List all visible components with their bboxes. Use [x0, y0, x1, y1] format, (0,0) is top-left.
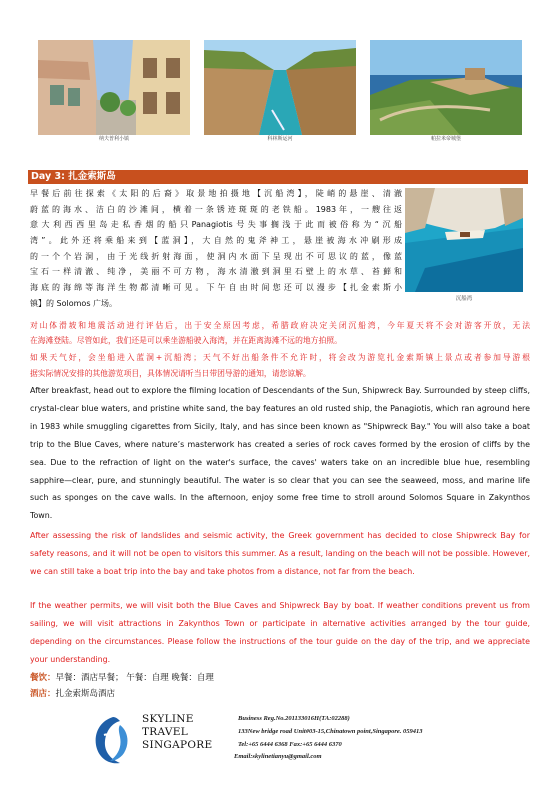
- brand-line-3: SINGAPORE: [142, 739, 213, 751]
- skyline-logo-icon: [90, 715, 136, 767]
- hotel-label: 酒店：: [30, 689, 56, 699]
- photo-palamidi-castle: [370, 40, 522, 135]
- business-reg: Business Reg.No.201133016H(TA:02288): [238, 715, 350, 722]
- company-address: 133New bridge road Unit#03-15,Chinatown point,Singapore. 059413: [238, 728, 423, 735]
- hotel-text: 扎金索斯岛酒店: [55, 689, 116, 699]
- cn-red-notice-1a: 对山体滑坡和地震活动进行评估后，出于安全原因考虑，希腊政府决定关闭沉船湾，今年夏天将不会对游客开放，无法: [30, 321, 530, 330]
- cn-line-4: 湾”。此外还将乘船来到【蓝洞】，大自然的鬼斧神工，悬崖被海水冲刷形成: [30, 236, 402, 245]
- meals-row: [30, 670, 214, 686]
- shipwreck-caption: 沉船湾: [455, 296, 473, 302]
- en-red-notice-2: If the weather permits, we will visit both the Blue Caves and Shipwreck Bay by boat. If weather conditions prevent us from sailing, we will visit attractions in Zakynthos Town or participate in alternative activities arranged by the tour guide, depending on the circumstances. Please follow the instructions of the tour guide on the day of the trip, and we appreciate your understanding.: [30, 601, 530, 664]
- en-description: After breakfast, head out to explore the filming location of Descendants of the Sun, Shipwreck Bay. Surrounded by steep cliffs, crystal-clear blue waters, and pristine white sand, the bay features an old rusted ship, the Panagiotis, which ran aground here in 1983 while smuggling cigarettes from Sicily, Italy, and has since been known as "Shipwreck Bay." You will also take a boat trip to the Blue Caves, where nature’s masterwork has created a series of rock caves formed by the erosion of cliffs by the sea. Due to the refraction of light on the water's surface, the caves' waters take on an incredible blue hue, resembling sapphire—clear, pure, and stunningly beautiful. The water is so clear that you can see the seaweed, moss, and marine life such as sponges on the cave walls. In the afternoon, enjoy some free time to stroll around Solomos Square in Zakynthos Town.: [30, 386, 530, 521]
- hotel-row: [30, 686, 115, 702]
- cn-line-2: 蔚蓝的海水、洁白的沙滩间，横着一条锈迹斑斑的老铁船。1983年，一艘往返: [30, 205, 402, 214]
- photo-caption-1: 纳夫普利小镇: [98, 136, 129, 142]
- cn-line-5: 的一个个岩洞，由于光线折射海面，使洞内水面下呈现出不可思议的蓝，像蓝: [30, 252, 402, 261]
- day-header: Day 3: 扎金索斯岛: [28, 170, 528, 184]
- cn-line-7: 海底的海绵等海洋生物都清晰可见。下午自由时间您还可以漫步【扎金索斯小: [30, 283, 402, 292]
- cn-red-notice-2a: 如果天气好，会坐船进入蓝洞+沉船湾；天气不好出船条件不允许时，将会改为游览扎金索斯镇上景点或者参加导游根: [30, 353, 530, 362]
- brand-name: [142, 713, 212, 752]
- company-tel-fax: Tel:+65 6444 6368 Fax:+65 6444 6370: [238, 741, 342, 748]
- photo-caption-3: 帕拉米帝城堡: [430, 136, 461, 142]
- cn-line-8: 镇】的 Solomos 广场。: [30, 299, 118, 308]
- photo-shipwreck-bay: [405, 188, 523, 292]
- cn-red-notice-1b: 在海滩登陆。尽管如此，我们还是可以乘坐游船驶入海湾，并在距离海滩不远的地方拍照。: [30, 336, 342, 345]
- cn-red-notice-2b: 据实际情况安排的其他游览项目，具体情况请听当日带团导游的通知，请您谅解。: [30, 369, 311, 378]
- meals-text: 早餐：酒店早餐； 午餐：自理 晚餐：自理: [55, 673, 214, 683]
- cn-line-6: 宝石一样清澈、纯净，美丽不可方物，海水清澈到洞里石壁上的水草、苔藓和: [30, 267, 402, 276]
- photo-corinth-canal: [204, 40, 356, 135]
- photo-caption-2: 科林斯运河: [267, 136, 293, 142]
- brand-line-2: TRAVEL: [142, 726, 188, 738]
- meals-label: 餐饮：: [30, 673, 56, 683]
- en-red-notice-1: After assessing the risk of landslides and seismic activity, the Greek government has decided to close Shipwreck Bay for safety reasons, and it will not be open to visitors this summer. As a result, landing on the beach will not be possible. However, we can still take a boat trip into the bay and take photos from a distance, not far from the beach.: [30, 531, 530, 576]
- cn-line-3: 意大利西西里岛走私香烟的船只Panagiotis号失事搁浅于此而被俗称为“沉船: [30, 220, 402, 229]
- cn-line-1: 早餐后前往探索《太阳的后裔》取景地拍摄地【沉船湾】，陡峭的悬崖、清澈: [30, 189, 402, 198]
- company-email: Email:skylinetianyu@gmail.com: [234, 753, 322, 760]
- footer: [88, 713, 508, 773]
- brand-line-1: SKYLINE: [142, 713, 194, 725]
- photo-nafplio: [38, 40, 190, 135]
